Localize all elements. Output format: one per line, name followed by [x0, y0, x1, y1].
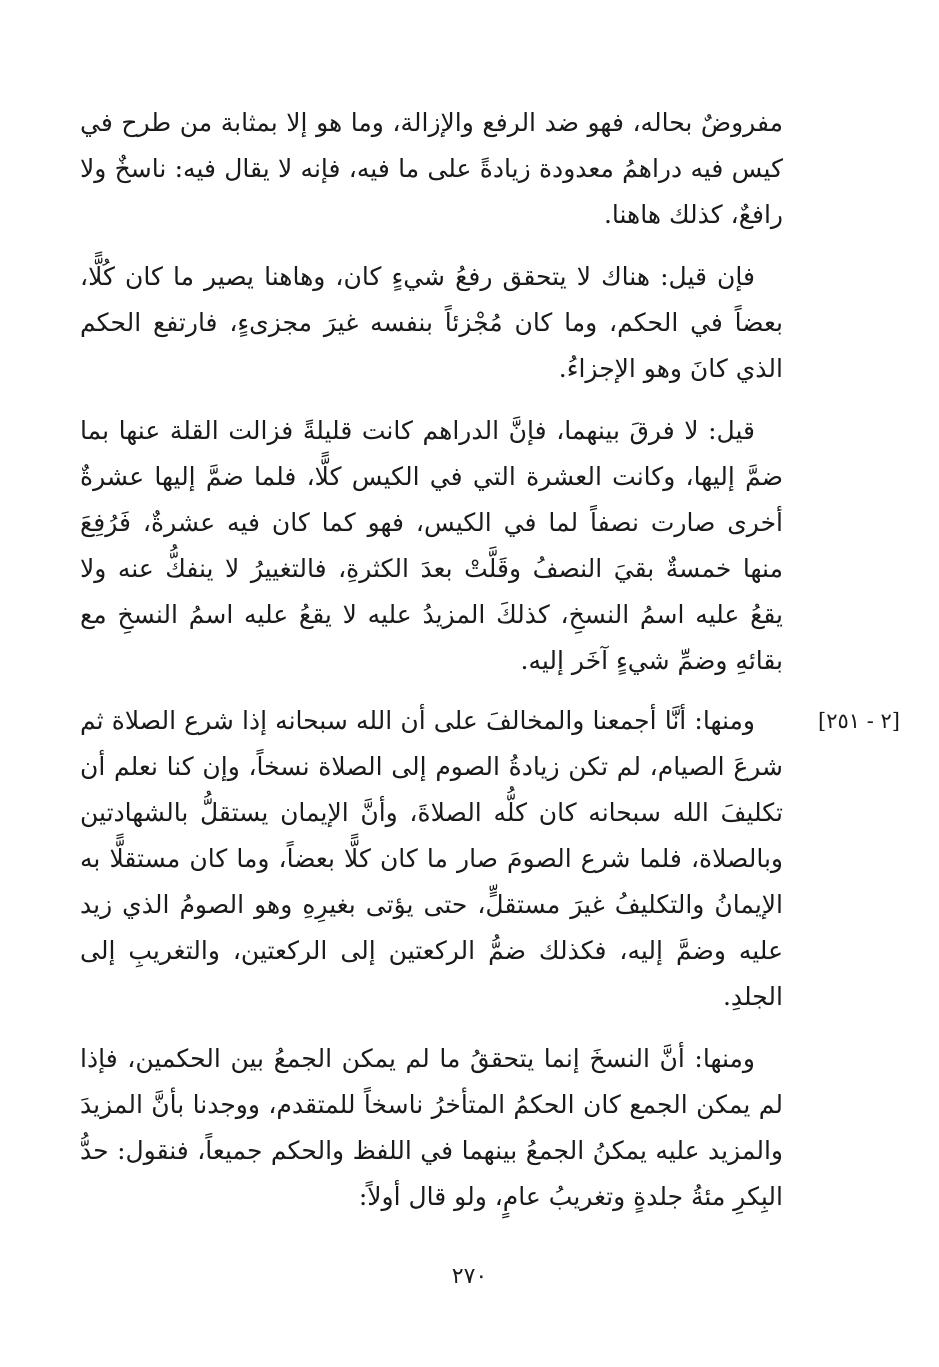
- page-number: ٢٧٠: [451, 1264, 488, 1289]
- margin-reference: [٢ - ٢٥١]: [818, 709, 900, 733]
- paragraph-1: مفروضٌ بحاله، فهو ضد الرفع والإزالة، وما هو إلا بمثابة من طرح في كيس فيه دراهمُ معدودة زيادةً على ما فيه، فإنه لا يقال فيه: ناسخٌ ولا رافعٌ، كذلك هاهنا.: [80, 108, 783, 229]
- paragraph-5: ومنها: أنَّ النسخَ إنما يتحققُ ما لم يمكن الجمعُ بين الحكمين، فإذا لم يمكن الجمع كان الحكمُ المتأخرُ ناسخاً للمتقدم، ووجدنا بأنَّ المزيدَ والمزيد عليه يمكنُ الجمعُ بينهما في اللفظ والحكم جميعاً، فنقول: حدُّ البِكرِ مئةُ جلدةٍ وتغريبُ عامٍ، ولو قال أولاً:: [80, 1044, 783, 1211]
- paragraph-3: قيل: لا فرقَ بينهما، فإنَّ الدراهم كانت قليلةً فزالت القلة عنها بما ضمَّ إليها، وكانت العشرة التي في الكيس كلًّا، فلما ضمَّ إليها عشرةٌ أخرى صارت نصفاً لما في الكيس، فهو كما كان فيه عشرةٌ، فَرُفِعَ منها خمسةٌ بقيَ النصفُ وقَلَّتْ بعدَ الكثرةِ، فالتغييرُ لا ينفكُّ عنه ولا يقعُ عليه اسمُ النسخِ، كذلكَ المزيدُ عليه لا يقعُ عليه اسمُ النسخِ مع بقائهِ وضمِّ شيءٍ آخَر إليه.: [80, 416, 783, 675]
- paragraph-2: فإن قيل: هناك لا يتحقق رفعُ شيءٍ كان، وهاهنا يصير ما كان كُلًّا، بعضاً في الحكم، وما كان مُجْزئاً بنفسه غيرَ مجزىءٍ، فارتفع الحكم الذي كانَ وهو الإجزاءُ.: [80, 262, 783, 383]
- paragraph-4: ومنها: أنَّا أجمعنا والمخالفَ على أن الله سبحانه إذا شرع الصلاة ثم شرعَ الصيام، لم تكن زيادةُ الصوم إلى الصلاة نسخاً، وإن كنا نعلم أن تكليفَ الله سبحانه كان كلُّه الصلاةَ، وأنَّ الإيمان يستقلُّ بالشهادتين وبالصلاة، فلما شرع الصومَ صار ما كان كلًّا بعضاً، وما كان مستقلًّا به الإيمانُ والتكليفُ غيرَ مستقلٍّ، حتى يؤتى بغيرِهِ وهو الصومُ الذي زيد عليه وضمَّ إليه، فكذلك ضمُّ الركعتين إلى الركعتين، والتغريبِ إلى الجلدِ.: [80, 706, 783, 1011]
